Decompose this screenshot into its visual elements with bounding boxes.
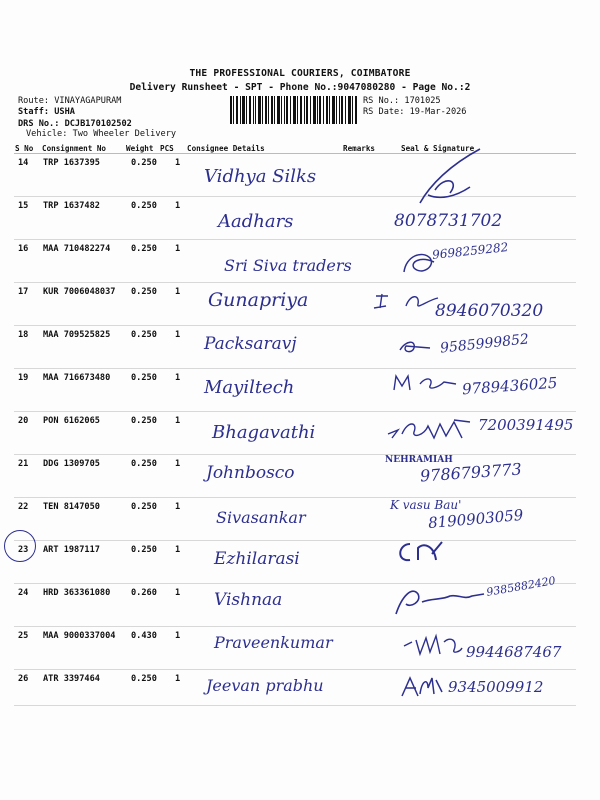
consignee-handwriting: Sivasankar <box>216 508 306 527</box>
signature-scribble-9 <box>400 632 464 658</box>
row-divider <box>14 626 576 627</box>
col-pcs: PCS <box>160 144 174 153</box>
signature-phone: 9585999852 <box>439 331 530 357</box>
row-divider <box>14 196 576 197</box>
row-sno: 20 <box>18 416 29 426</box>
row-weight: 0.250 <box>131 201 157 211</box>
row-weight: 0.250 <box>131 416 157 426</box>
row-sno: 17 <box>18 287 29 297</box>
row-pcs: 1 <box>175 588 181 598</box>
consignee-handwriting: Vidhya Silks <box>204 166 317 187</box>
signature-scribble-2 <box>400 248 440 278</box>
row-pcs: 1 <box>175 287 181 297</box>
company-title: THE PROFESSIONAL COURIERS, COIMBATORE <box>189 68 411 79</box>
signature-scribble-8 <box>392 586 488 618</box>
vehicle-label: Vehicle: Two Wheeler Delivery <box>26 129 177 139</box>
signature-scribble-4 <box>396 336 436 356</box>
consignee-handwriting: Jeevan prabhu <box>206 676 324 695</box>
signature-phone: 9385882420 <box>485 574 557 599</box>
signature-scribble-3 <box>372 290 442 312</box>
row-sno: 14 <box>18 158 29 168</box>
row-weight: 0.250 <box>131 330 157 340</box>
row-divider <box>14 282 576 283</box>
consignee-handwriting: Sri Siva traders <box>224 256 352 275</box>
header-rule <box>14 153 576 154</box>
row-weight: 0.250 <box>131 502 157 512</box>
barcode-image <box>230 96 358 124</box>
signature-phone: 9944687467 <box>466 643 562 661</box>
row-weight: 0.250 <box>131 287 157 297</box>
signature-phone: 9786793773 <box>419 459 523 486</box>
row-weight: 0.430 <box>131 631 157 641</box>
row-weight: 0.250 <box>131 545 157 555</box>
row-sno: 26 <box>18 674 29 684</box>
row-pcs: 1 <box>175 674 181 684</box>
consignee-handwriting: Gunapriya <box>208 289 309 311</box>
row-divider <box>14 325 576 326</box>
col-sno: S No <box>15 144 34 153</box>
row-consignment: TRP 1637395 <box>43 158 100 168</box>
row-pcs: 1 <box>175 201 181 211</box>
signature-scribble-7 <box>392 538 448 566</box>
consignee-handwriting: Bhagavathi <box>212 422 316 443</box>
row-pcs: 1 <box>175 373 181 383</box>
row-pcs: 1 <box>175 244 181 254</box>
col-seal: Seal & Signature <box>401 144 475 153</box>
row-sno: 21 <box>18 459 29 469</box>
rs-date: RS Date: 19-Mar-2026 <box>363 107 467 117</box>
row-consignment: TRP 1637482 <box>43 201 100 211</box>
row-weight: 0.250 <box>131 158 157 168</box>
row-consignment: DDG 1309705 <box>43 459 100 469</box>
row-pcs: 1 <box>175 330 181 340</box>
row-consignment: MAA 716673480 <box>43 373 111 383</box>
row-divider <box>14 705 576 706</box>
col-weight: Weight <box>126 144 154 153</box>
signature-scribble-6 <box>384 418 476 444</box>
signature-phone: 7200391495 <box>478 416 574 434</box>
row-divider <box>14 540 576 541</box>
row-weight: 0.250 <box>131 373 157 383</box>
signature-phone: 9345009912 <box>448 678 544 696</box>
row-divider <box>14 454 576 455</box>
row-consignment: PON 6162065 <box>43 416 100 426</box>
signature-phone: 8190903059 <box>427 505 525 533</box>
row-divider <box>14 669 576 670</box>
row-weight: 0.250 <box>131 674 157 684</box>
col-consignee: Consignee Details <box>187 144 265 153</box>
signature-scribble-5 <box>390 372 462 394</box>
signature-phone: 8946070320 <box>435 301 544 321</box>
row-consignment: MAA 709525825 <box>43 330 111 340</box>
row-divider <box>14 583 576 584</box>
row-consignment: HRD 363361080 <box>43 588 111 598</box>
col-remarks: Remarks <box>343 144 376 153</box>
row-pcs: 1 <box>175 631 181 641</box>
row-weight: 0.250 <box>131 244 157 254</box>
row-pcs: 1 <box>175 545 181 555</box>
row-divider <box>14 239 576 240</box>
row-divider <box>14 497 576 498</box>
col-consignment: Consignment No <box>42 144 107 153</box>
row-consignment: MAA 9000337004 <box>43 631 116 641</box>
drs-label: DRS No.: DCJB170102502 <box>18 119 132 129</box>
row-sno: 15 <box>18 201 29 211</box>
row-sno: 16 <box>18 244 29 254</box>
consignee-handwriting: Packsaravj <box>204 334 297 354</box>
row-sno: 19 <box>18 373 29 383</box>
consignee-handwriting: Johnbosco <box>206 463 295 483</box>
signature-phone: 8078731702 <box>394 211 503 231</box>
signature-scribble-1 <box>410 145 490 215</box>
signature-phone: 9789436025 <box>461 373 558 399</box>
consignee-handwriting: Mayiltech <box>204 377 295 398</box>
row-weight: 0.260 <box>131 588 157 598</box>
remark-note: NEHRAMIAH <box>385 455 453 465</box>
signature-scribble-10 <box>398 674 444 700</box>
signature-phone: 9698259282 <box>431 240 509 262</box>
row-sno: 24 <box>18 588 29 598</box>
rs-number: RS No.: 1701025 <box>363 96 441 106</box>
consignee-handwriting: Vishnaa <box>214 590 283 610</box>
row-consignment: ART 1987117 <box>43 545 100 555</box>
row-pcs: 1 <box>175 416 181 426</box>
row-sno: 22 <box>18 502 29 512</box>
row-sno: 18 <box>18 330 29 340</box>
row-sno: 23 <box>18 545 29 555</box>
row-consignment: TEN 8147050 <box>43 502 100 512</box>
route-label: Route: VINAYAGAPURAM <box>18 96 122 106</box>
row-pcs: 1 <box>175 158 181 168</box>
row-pcs: 1 <box>175 459 181 469</box>
row-consignment: ATR 3397464 <box>43 674 100 684</box>
consignee-handwriting: Ezhilarasi <box>214 549 300 569</box>
row-pcs: 1 <box>175 502 181 512</box>
row-divider <box>14 368 576 369</box>
row-weight: 0.250 <box>131 459 157 469</box>
row-consignment: KUR 7006048037 <box>43 287 116 297</box>
remark-note: K vasu Bau' <box>390 498 462 512</box>
consignee-handwriting: Praveenkumar <box>214 633 333 652</box>
row-divider <box>14 411 576 412</box>
row-sno: 25 <box>18 631 29 641</box>
staff-label: Staff: USHA <box>18 107 75 117</box>
row-consignment: MAA 710482274 <box>43 244 111 254</box>
runsheet-subtitle: Delivery Runsheet - SPT - Phone No.:9047080280 - Page No.:2 <box>129 82 471 93</box>
consignee-handwriting: Aadhars <box>218 211 294 232</box>
